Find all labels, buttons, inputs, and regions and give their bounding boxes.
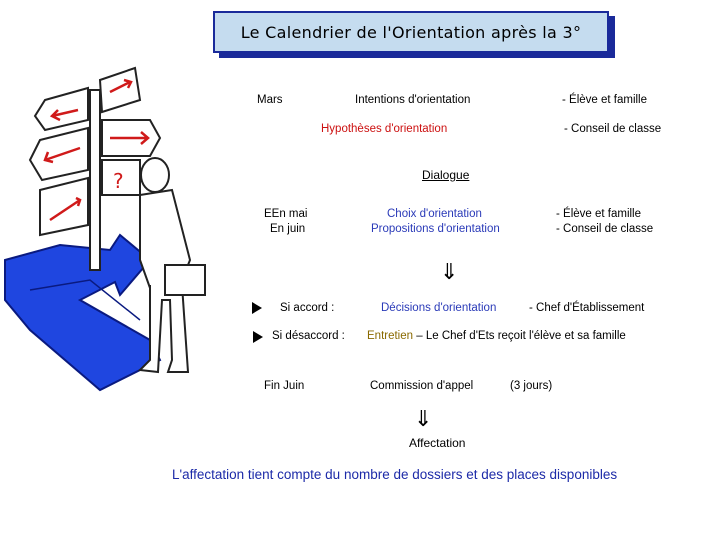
desaccord-line — [367, 330, 626, 342]
desaccord-label: Si désaccord : — [272, 330, 345, 342]
affectation-label: Affectation — [409, 436, 466, 450]
row2-who: - Conseil de classe — [564, 123, 662, 135]
arrow-bullet-icon — [252, 302, 262, 314]
row3-who-2: - Conseil de classe — [556, 223, 654, 235]
row3-when-2: En juin — [270, 223, 306, 235]
page-title: Le Calendrier de l'Orientation après la 3° — [240, 22, 582, 42]
juin-days: (3 jours) — [510, 380, 553, 392]
row3-who-1: - Élève et famille — [556, 208, 642, 220]
row3-when-1: EEn mai — [264, 208, 308, 220]
down-arrow-icon: ⇓ — [440, 260, 459, 285]
desaccord-rest: Le Chef d'Ets reçoit l'élève et sa famille — [425, 330, 626, 342]
row1-who: - Élève et famille — [562, 94, 648, 106]
dialogue-heading: Dialogue — [422, 168, 470, 182]
entretien-label: Entretien — [367, 330, 414, 342]
footer-note: L'affectation tient compte du nombre de dossiers et des places disponibles — [172, 467, 618, 482]
juin-what: Commission d'appel — [370, 380, 474, 392]
row3-what-1: Choix d'orientation — [387, 208, 482, 220]
signpost-person-icon — [0, 60, 215, 410]
desaccord-dash: – — [413, 330, 426, 342]
row3-what-2: Propositions d'orientation — [371, 223, 500, 235]
accord-label: Si accord : — [280, 302, 335, 314]
accord-who: - Chef d'Établissement — [529, 302, 645, 314]
accord-what: Décisions d'orientation — [381, 302, 497, 314]
row1-what: Intentions d'orientation — [355, 94, 471, 106]
svg-text:?: ? — [113, 169, 124, 193]
arrow-bullet-icon — [253, 331, 263, 343]
row1-when: Mars — [257, 94, 283, 106]
row2-what: Hypothèses d'orientation — [321, 123, 448, 135]
title-box — [213, 11, 609, 53]
down-arrow-icon: ⇓ — [414, 407, 433, 432]
juin-when: Fin Juin — [264, 380, 305, 392]
